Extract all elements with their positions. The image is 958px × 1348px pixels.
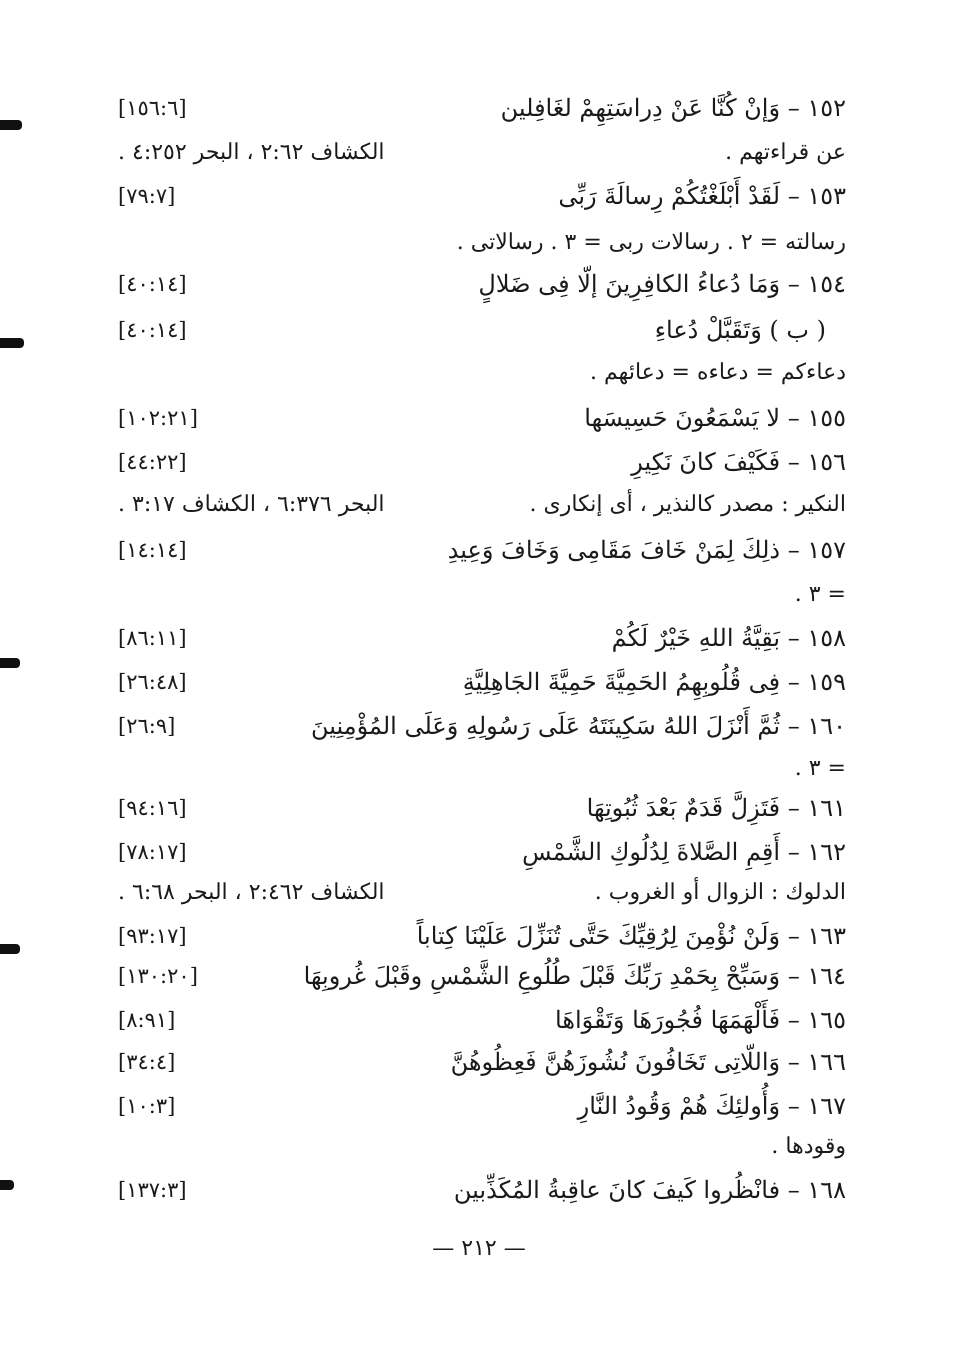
note-text: = ٣ .	[794, 755, 846, 781]
note-source: الكشاف ٢:٦٢ ، البحر ٤:٢٥٢ .	[118, 139, 385, 165]
verse-reference: [٨:٩١]	[118, 1008, 176, 1032]
verse-text: ١٦٣ – وَلَنْ نُؤْمِنَ لِرُقِيِّكَ حَتَّى تُنَزِّلَ عَلَيْنَا كِتاباً	[416, 922, 846, 950]
note-text: دعاءكم = دعاءه = دعائهم .	[590, 359, 846, 385]
verse-reference: [٩٤:١٦]	[118, 796, 187, 820]
note-line	[118, 224, 846, 260]
verse-line	[118, 832, 846, 872]
verse-text: ١٦١ – فَتَزِلَّ قَدَمٌ بَعْدَ ثُبُوتِهَا	[586, 794, 846, 822]
page-number: — ٢١٢ —	[432, 1236, 526, 1261]
verse-reference: [١٤:١٤]	[118, 538, 187, 562]
verse-reference: [٧٩:٧]	[118, 184, 176, 208]
note-line	[118, 486, 846, 522]
verse-reference: [١٣٠:٢٠]	[118, 964, 198, 988]
note-text: وقودها .	[771, 1133, 846, 1159]
verse-line	[118, 788, 846, 828]
verse-reference: [٧٨:١٧]	[118, 840, 187, 864]
note-line	[118, 1128, 846, 1164]
note-text: النكير : مصدر كالنذير ، أى إنكارى .	[529, 491, 846, 517]
note-line	[118, 874, 846, 910]
note-text: الدلوك : الزوال أو الغروب .	[594, 879, 846, 905]
verse-text: ١٥٢ – وَإنْ كُنَّا عَنْ دِراسَتِهِمْ لغَافِلين	[500, 94, 846, 122]
note-text: = ٣ .	[794, 581, 846, 607]
verse-reference: [١٠٢:٢١]	[118, 406, 198, 430]
verse-reference: [٣٤:٤]	[118, 1050, 176, 1074]
verse-text: ١٦٧ – وَأُولئِكَ هُمْ وَقُودُ النَّارِ	[577, 1092, 846, 1120]
verse-reference: [٢٦:٤٨]	[118, 670, 187, 694]
note-source: البحر ٦:٣٧٦ ، الكشاف ٣:١٧ .	[118, 491, 385, 517]
verse-text: ١٦٨ – فانْظُروا كَيفَ كانَ عاقِبةُ المُكَذِّبين	[453, 1176, 846, 1204]
verse-line	[118, 956, 846, 996]
verse-line	[118, 1170, 846, 1210]
scan-margin-mark	[0, 658, 20, 668]
verse-reference: [٤٤:٢٢]	[118, 450, 187, 474]
verse-line	[118, 618, 846, 658]
note-source: الكشاف ٢:٤٦٢ ، البحر ٦:٦٨ .	[118, 879, 385, 905]
verse-line	[118, 176, 846, 216]
verse-text: ١٥٤ – وَمَا دُعاءُ الكافِرِينَ إلّا فِى ضَلالٍ	[478, 270, 846, 298]
verse-line	[118, 706, 846, 746]
verse-line	[118, 916, 846, 956]
verse-text: ١٥٩ – فِى قُلُوبِهِمُ الحَمِيَّةَ حَمِيَّةَ الجَاهِلِيَّةِ	[462, 668, 846, 696]
verse-reference: [٤٠:١٤]	[118, 272, 187, 296]
verse-text: ( ب ) وَتَقَبَّلْ دُعاءِ	[654, 316, 826, 344]
verse-line	[118, 398, 846, 438]
verse-text: ١٦٥ – فَأَلْهَمَهَا فُجُورَهَا وَتَقْوَاهَا	[555, 1006, 846, 1034]
verse-reference: [١٠:٣]	[118, 1094, 176, 1118]
scan-margin-mark	[0, 120, 22, 130]
verse-text: ١٥٨ – بَقِيَّةُ اللهِ خَيْرٌ لَكُمْ	[611, 624, 846, 652]
verse-line	[118, 442, 846, 482]
verse-line	[118, 310, 846, 350]
verse-line	[118, 88, 846, 128]
verse-line	[118, 662, 846, 702]
scan-margin-mark	[0, 338, 24, 348]
note-line	[118, 750, 846, 786]
note-line	[118, 134, 846, 170]
verse-reference: [٢٦:٩]	[118, 714, 176, 738]
verse-reference: [١٥٦:٦]	[118, 96, 187, 120]
note-text: رسالته = ٢ . رسالات ربى = ٣ . رسالاتى .	[456, 229, 846, 255]
verse-text: ١٥٧ – ذلِكَ لِمَنْ خَافَ مَقَامِى وَخَافَ وَعِيدِ	[447, 536, 846, 564]
note-line	[118, 576, 846, 612]
verse-text: ١٥٣ – لَقَدْ أَبْلَغْتُكُمْ رِسالَةَ رَبِّى	[558, 182, 846, 210]
verse-line	[118, 530, 846, 570]
verse-text: ١٥٦ – فَكَيْفَ كانَ نَكِيرِ	[631, 448, 846, 476]
verse-text: ١٦٦ – وَاللّاتِى تَخَافُونَ نُشُوزَهُنَّ فَعِظُوهُنَّ	[450, 1048, 846, 1076]
verse-line	[118, 264, 846, 304]
verse-reference: [٩٣:١٧]	[118, 924, 187, 948]
scan-margin-mark	[0, 1180, 14, 1190]
verse-line	[118, 1086, 846, 1126]
verse-line	[118, 1042, 846, 1082]
scan-margin-mark	[0, 944, 20, 954]
note-line	[118, 354, 846, 390]
verse-text: ١٦٤ – وَسَبِّحْ بِحَمْدِ رَبِّكَ قَبْلَ طُلُوعِ الشَّمْسِ وقَبْلَ غُروبِهَا	[303, 962, 846, 990]
verse-text: ١٥٥ – لا يَسْمَعُونَ حَسِيسَها	[584, 404, 846, 432]
verse-reference: [٤٠:١٤]	[118, 318, 187, 342]
verse-text: ١٦٢ – أَقِمِ الصَّلاةَ لِدُلُوكِ الشَّمْسِ	[522, 838, 846, 866]
note-text: عن قراءتهم .	[725, 139, 846, 165]
verse-line	[118, 1000, 846, 1040]
verse-reference: [١٣٧:٣]	[118, 1178, 187, 1202]
verse-text: ١٦٠ – ثُمَّ أَنْزَلَ اللهُ سَكِينَتَهُ عَلَى رَسُولِهِ وَعَلَى المُؤْمِنِينَ	[310, 712, 846, 740]
verse-reference: [٨٦:١١]	[118, 626, 187, 650]
